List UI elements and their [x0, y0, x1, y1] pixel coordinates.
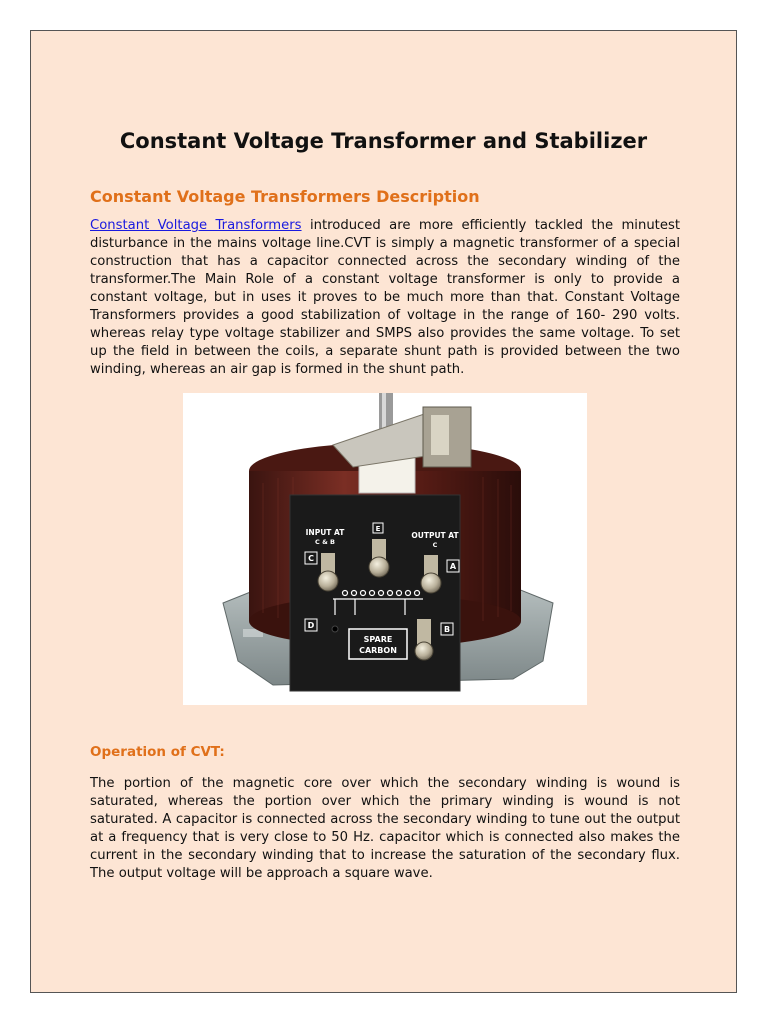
output-sub-label: C [432, 541, 438, 549]
terminal-b-label: B [443, 625, 451, 634]
section-heading-description: Constant Voltage Transformers Description [90, 187, 480, 206]
terminal-e-nut [369, 539, 389, 577]
terminal-e-label: E [375, 525, 381, 533]
terminal-a-label: A [449, 562, 457, 571]
cvt-link[interactable]: Constant Voltage Transformers [90, 218, 302, 233]
operation-paragraph: The portion of the magnetic core over which the secondary winding is wound is saturated, whereas the portion over which the primary winding is wound is not saturated. A capacitor is connected across the secondary winding to tune out the output at a frequency that is very close to 50 Hz. capacitor which is connected also makes the current in the secondary winding that to increase the saturation of the secondary flux. The output voltage will be approach a square wave. [90, 776, 680, 881]
terminal-c-label: C [308, 554, 314, 563]
description-text: introduced are more efficiently tackled the minutest disturbance in the mains voltage line.CVT is simply a magnetic transformer of a special construction that has a capacitor connected across the secondary winding of the transformer.The Main Role of a constant voltage transformer is only to provide a constant voltage, but in uses it proves to be much more than that. Constant Voltage Transformers provides a good stabilization of voltage in the range of 160- 290 volts. whereas relay type voltage stabilizer and SMPS also provides the same voltage. To set up the field in between the coils, a separate shunt path is provided between the two winding, whereas an air gap is formed in the shunt path. [90, 218, 681, 377]
section-heading-operation: Operation of CVT: [90, 744, 225, 760]
description-paragraph [90, 217, 680, 379]
input-sub-label: C & B [315, 538, 335, 546]
terminal-d-label: D [307, 621, 315, 630]
terminal-b-nut [415, 619, 433, 660]
transformer-photo [183, 393, 587, 705]
terminal-c-nut [318, 553, 338, 591]
terminal-a-nut [421, 555, 441, 593]
input-label: INPUT AT [305, 528, 345, 537]
page-title: Constant Voltage Transformer and Stabilizer [119, 129, 648, 153]
spare-label-1: SPARE [363, 635, 393, 644]
document-page [30, 30, 737, 993]
output-label: OUTPUT AT [411, 531, 459, 540]
spare-label-2: CARBON [359, 646, 397, 655]
